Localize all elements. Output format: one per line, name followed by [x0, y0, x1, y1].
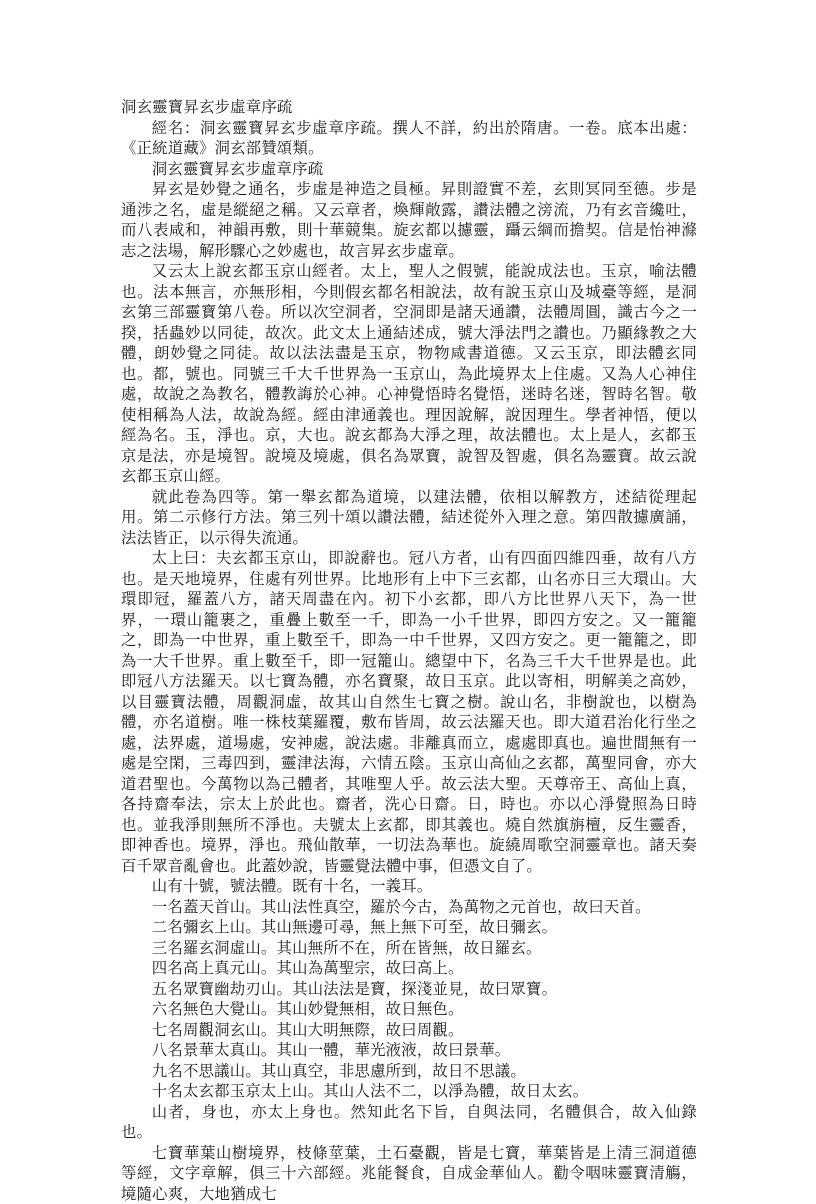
mountain-name-6: 六名無色大覺山。其山妙覺無相，故日無色。	[121, 999, 697, 1020]
paragraph: 又云太上說玄都玉京山經者。太上，聖人之假號，能說成法也。玉京，喻法體也。法本無言，亦無形相，今則假玄都名相說法，故有說玉京山及城臺等經，是洞玄第三部靈寶第八卷。所以次空洞者，空洞即是諸天通讚，法體周圓，識古今之一揆，括蟲妙以同徒，故次。此文太上通結述成，號大淨法門之讚也。乃顯緣教之大體，朗妙覺之同徒。故以法法盡是玉京，物物咸書道德。又云玉京，即法體玄同也。都，號也。同號三千大千世界為一玉京山，為此境界太上住處。又為人心神住處，故說之為教名，體教誨於心神。心神覺悟時名覺悟，迷時名迷，智時名智。敬使相稱為人法，故說為經。經由津通義也。理因說解，說因理生。學者神悟，便以經為名。玉，淨也。京，大也。說玄都為大淨之理，故法體也。太上是人，玄都玉京是法，亦是境智。說境及境處，俱名為眾寶，說智及智處，俱名為靈寶。故云說玄都玉京山經。	[121, 261, 697, 487]
paragraph: 山者，身也，亦太上身也。然知此名下旨，自與法同，名體俱合，故入仙錄也。	[121, 1102, 697, 1143]
paragraph: 昇玄是妙覺之通名，步虛是神造之員極。昇則證實不差，玄則冥同至德。步是通涉之名，虛是縱絕之稱。又云章者，煥輝敞露，讚法體之滂流，乃有玄音纔吐，而八表咸和，神韻再敷，則十華競集。旋玄都以攄靈，躡云綱而擔契。信是怡神滌志之法場，解形驟心之妙處也，故言昇玄步虛章。	[121, 179, 697, 261]
mountain-name-9: 九名不思議山。其山真空，非思慮所到，故日不思議。	[121, 1061, 697, 1082]
mountain-name-10: 十名太玄都玉京太上山。其山人法不二，以淨為體，故日太玄。	[121, 1081, 697, 1102]
mountain-name-7: 七名周觀洞玄山。其山大明無際，故曰周觀。	[121, 1020, 697, 1041]
paragraph: 七寶華葉山樹境界，枝條莖葉，土石臺觀，皆是七寶，華葉皆是上清三洞道德等經，文字章解，俱三十六部經。兆能餐食，自成金華仙人。勸令咽味靈寶清觴，境隨心爽，大地猶成七	[121, 1143, 697, 1204]
document-page	[121, 97, 697, 1204]
mountain-name-5: 五名眾寶幽劫刃山。其山法法是寶，探淺並見，故曰眾寶。	[121, 979, 697, 1000]
paragraph: 山有十號，號法體。既有十名，一義耳。	[121, 876, 697, 897]
mountain-name-1: 一名蓋天首山。其山法性真空，羅於今古，為萬物之元首也，故曰天首。	[121, 897, 697, 918]
paragraph-subtitle: 洞玄靈寶昇玄步虛章序疏	[121, 159, 697, 180]
paragraph-scripture-info: 經名：洞玄靈寶昇玄步虛章序疏。撰人不詳，約出於隋唐。一卷。底本出處：《正統道藏》洞玄部贊頌類。	[121, 118, 697, 159]
mountain-name-2: 二名彌玄上山。其山無邊可尋，無上無下可至，故日彌玄。	[121, 917, 697, 938]
mountain-name-8: 八名景華太真山。其山一體，華光液液，故曰景華。	[121, 1040, 697, 1061]
document-title: 洞玄靈寶昇玄步虛章序疏	[121, 97, 697, 118]
paragraph: 就此卷為四等。第一舉玄都為道境，以建法體，依相以解教方，述結從理起用。第二示修行方法。第三列十頌以讚法體，結述從外入理之意。第四散攄廣誦，法法皆正，以示得失流通。	[121, 487, 697, 549]
mountain-name-3: 三名羅玄洞虛山。其山無所不在，所在皆無，故日羅玄。	[121, 938, 697, 959]
mountain-name-4: 四名高上真元山。其山為萬聖宗，故曰高上。	[121, 958, 697, 979]
paragraph: 太上曰：夫玄都玉京山，即說辭也。冠八方者，山有四面四維四垂，故有八方也。是天地境界，住處有列世界。比地形有上中下三玄都，山名亦日三大環山。大環即冠，羅蓋八方，諸天周盡在內。初下小玄都，即八方比世界八天下，為一世界，一環山籠裹之，重疊上數至一千，即為一小千世界，即四方安之。又一籠籠之，即為一中世界，重上數至千，即為一中千世界，又四方安之。更一籠籠之，即為一大千世界。重上數至千，即一冠籠山。總望中下，名為三千大千世界是也。此即冠八方法羅天。以七寶為體，亦名寶聚，故日玉京。此以寄相，明解美之高妙，以目靈寶法體，周觀洞虛，故其山自然生七寶之樹。說山名，非樹說也，以樹為體，亦名道樹。唯一株枝葉羅覆，敷布皆周，故云法羅天也。即大道君治化行坐之處，法界處，道場處，安神處，說法處。非離真而立，處處即真也。遍世間無有一處是空閑，三毒四到，靈津法海，六情五陰。玉京山高仙之玄都，萬聖同會，亦大道君聖也。今萬物以為己體者，其唯聖人乎。故云法大聖。天尊帝王、高仙上真，各持齋奉法，宗太上於此也。齋者，洗心日齋。日，時也。亦以心淨覺照為日時也。並我淨則無所不淨也。夫號太上玄都，即其義也。燒自然旗旃檀，反生靈香，即神香也。境界，淨也。飛仙散華，一切法為華也。旋繞周歌空洞靈章也。諸天奏百千眾音亂會也。此蓋妙說，皆靈覺法體中事，但憑文自了。	[121, 548, 697, 876]
